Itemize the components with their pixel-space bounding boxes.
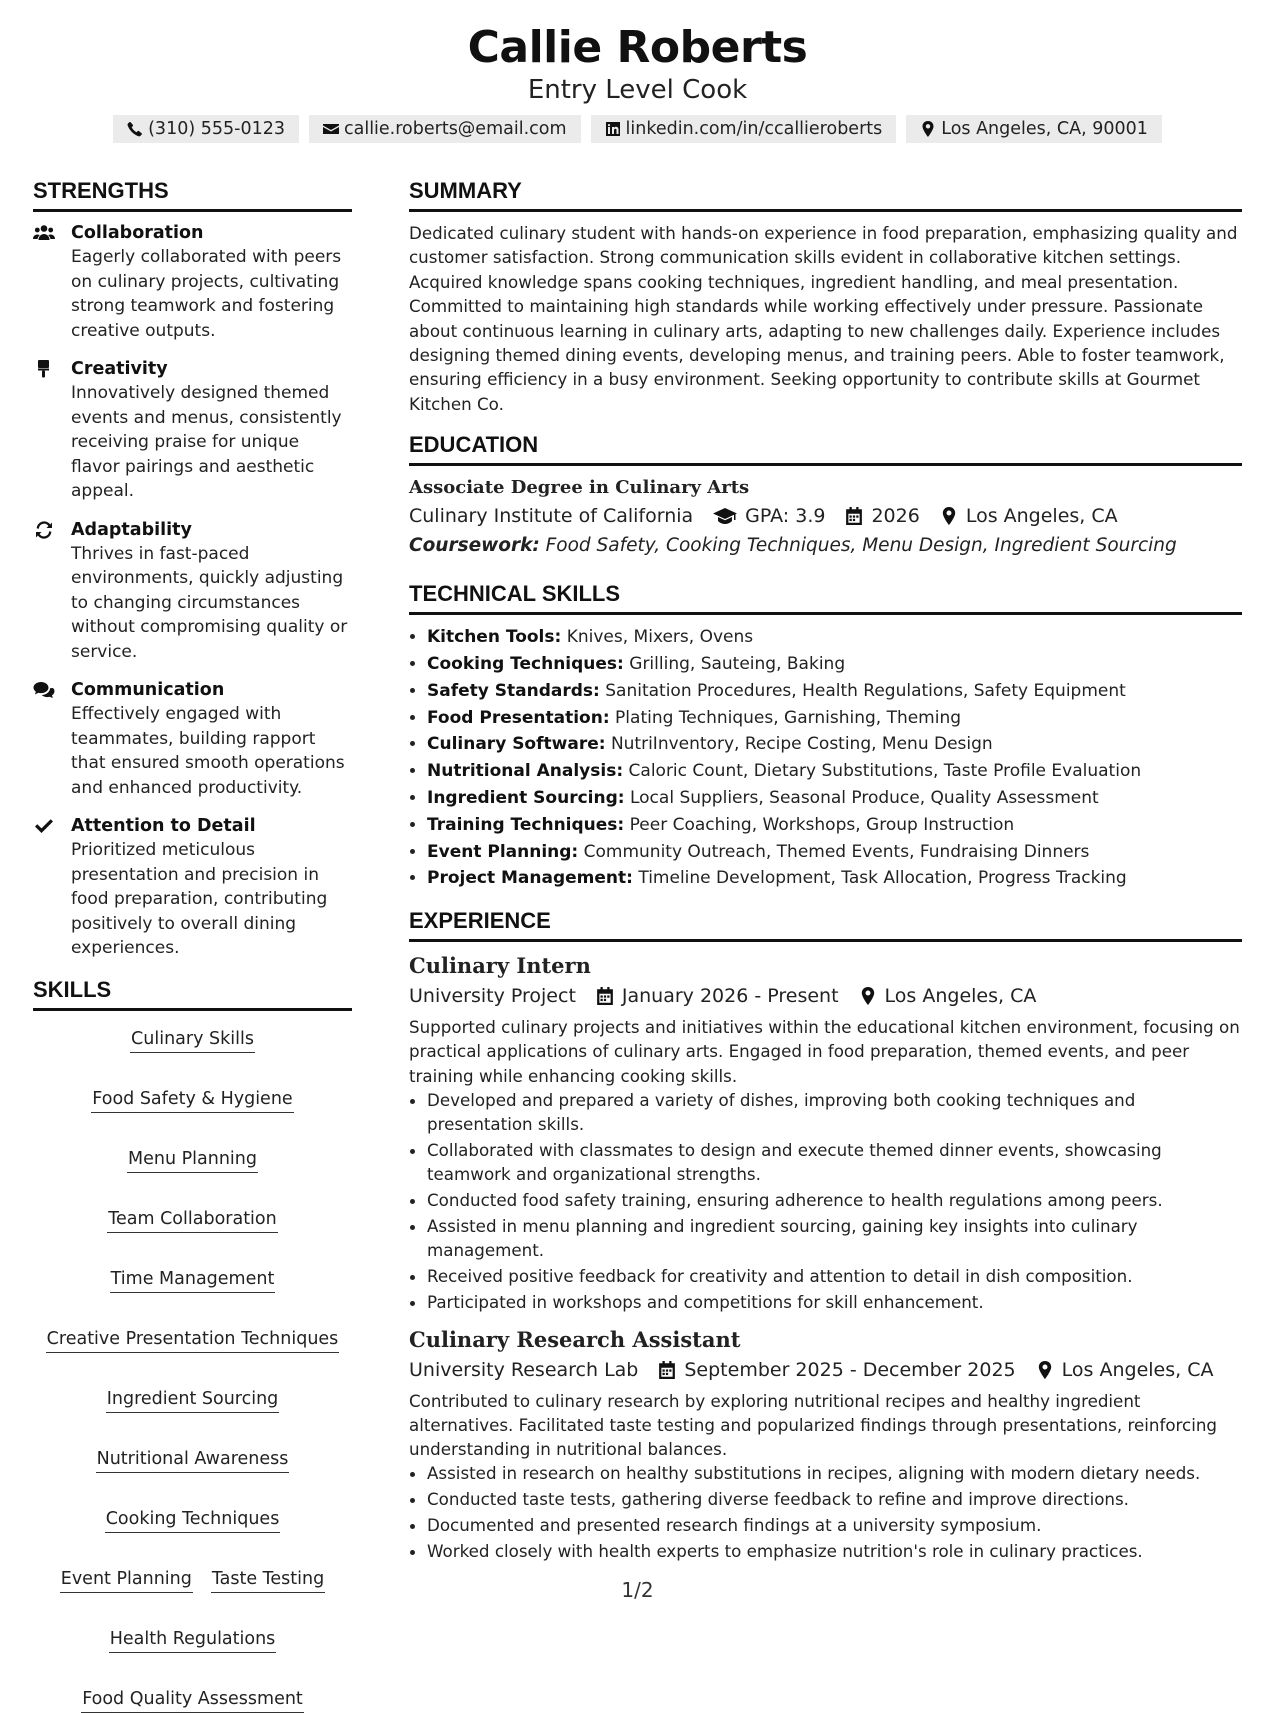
technical-skills-heading: TECHNICAL SKILLS bbox=[409, 579, 1242, 615]
school-name: Culinary Institute of California bbox=[409, 505, 694, 528]
calendar-icon bbox=[845, 507, 863, 525]
experience-heading: EXPERIENCE bbox=[409, 906, 1242, 942]
contact-phone[interactable] bbox=[113, 115, 299, 143]
list-item bbox=[427, 731, 1242, 758]
check-icon bbox=[33, 817, 55, 835]
summary-text: Dedicated culinary student with hands-on experience in food preparation, emphasizing quality and customer satisfaction. Strong communication skills evident in collaborative kitchen settings. Acquired knowledge spans cooking techniques, ingredient handling, and meal presentation. Committed to maintaining high standards while working effectively under pressure. Passionate about continuous learning in culinary arts, adapting to new challenges daily. Experience includes designing themed dining events, developing menus, and training peers. Able to foster teamwork, ensuring efficiency in a busy environment. Seeking opportunity to contribute skills at Gourmet Kitchen Co. bbox=[409, 223, 1238, 414]
list-item: • Documented and presented research findings at a university symposium. bbox=[427, 1513, 1242, 1537]
strength-desc: Innovatively designed themed events and menus, consistently receiving praise for unique flavor pairings and aesthetic appeal. bbox=[71, 383, 342, 501]
summary-heading: SUMMARY bbox=[409, 176, 1242, 212]
location-text: Los Angeles, CA, 90001 bbox=[941, 119, 1148, 139]
contact-email[interactable] bbox=[309, 115, 581, 143]
list-item bbox=[427, 705, 1242, 732]
tech-skill-value: Sanitation Procedures, Health Regulations, Safety Equipment bbox=[605, 680, 1126, 701]
tech-skill-label: Training Techniques: bbox=[427, 814, 625, 835]
linkedin-text: linkedin.com/in/ccallieroberts bbox=[625, 119, 883, 139]
skill-tag: Health Regulations bbox=[109, 1627, 277, 1653]
strength-name: Adaptability bbox=[71, 519, 192, 540]
skills-list bbox=[33, 1027, 352, 1713]
strength-name: Creativity bbox=[71, 359, 168, 379]
contact-bar bbox=[0, 115, 1275, 143]
tech-skill-value: Grilling, Sauteing, Baking bbox=[629, 654, 846, 675]
coursework-label: Coursework: bbox=[409, 535, 540, 557]
list-item bbox=[427, 839, 1242, 866]
map-pin-icon bbox=[1036, 1361, 1054, 1379]
education-heading: EDUCATION bbox=[409, 430, 1242, 466]
job-description: Supported culinary projects and initiatives within the educational kitchen environment, focusing on practical applications of culinary arts. Engaged in food preparation, themed events, and peer training while enhancing cooking skills. bbox=[409, 1017, 1240, 1086]
skill-tag: Ingredient Sourcing bbox=[106, 1387, 280, 1413]
list-item: • Worked closely with health experts to emphasize nutrition's role in culinary practices. bbox=[427, 1539, 1242, 1563]
tech-skill-value: Community Outreach, Themed Events, Fundraising Dinners bbox=[583, 841, 1090, 862]
sync-icon bbox=[33, 521, 55, 539]
candidate-title: Entry Level Cook bbox=[527, 75, 748, 105]
job-dates: September 2025 - December 2025 bbox=[684, 1358, 1016, 1381]
strength-item bbox=[33, 814, 352, 961]
map-pin-icon bbox=[940, 507, 958, 525]
tech-skill-label: Cooking Techniques: bbox=[427, 654, 624, 675]
tech-skill-value: Peer Coaching, Workshops, Group Instruction bbox=[629, 814, 1015, 835]
job-org: University Project bbox=[409, 985, 576, 1008]
job-bullets bbox=[409, 1088, 1242, 1315]
phone-icon bbox=[127, 121, 143, 137]
tech-skill-value: Timeline Development, Task Allocation, Progress Tracking bbox=[638, 868, 1127, 889]
strength-name: Attention to Detail bbox=[71, 816, 256, 836]
job-dates: January 2026 - Present bbox=[621, 985, 839, 1008]
tech-skill-label: Safety Standards: bbox=[427, 680, 600, 701]
tech-skill-value: Plating Techniques, Garnishing, Theming bbox=[615, 707, 962, 728]
list-item bbox=[427, 865, 1242, 892]
resume-header bbox=[0, 0, 1275, 143]
paintbrush-icon bbox=[33, 360, 55, 378]
tech-skill-value: NutriInventory, Recipe Costing, Menu Design bbox=[610, 734, 993, 755]
skill-tag: Event Planning bbox=[60, 1567, 193, 1593]
tech-skill-label: Kitchen Tools: bbox=[427, 627, 562, 648]
map-pin-icon bbox=[920, 121, 936, 137]
list-item bbox=[427, 678, 1242, 705]
strengths-heading: STRENGTHS bbox=[33, 176, 352, 212]
gpa-text: GPA: 3.9 bbox=[745, 505, 826, 528]
experience-entry bbox=[409, 1325, 1242, 1564]
strengths-list bbox=[33, 221, 352, 961]
tech-skill-label: Food Presentation: bbox=[427, 707, 610, 728]
list-item bbox=[427, 758, 1242, 785]
email-text: callie.roberts@email.com bbox=[343, 119, 567, 139]
tech-skill-label: Project Management: bbox=[427, 868, 633, 889]
list-item: • Collaborated with classmates to design and execute themed dinner events, showcasing teamwork and organizational strengths. bbox=[427, 1138, 1242, 1186]
tech-skill-value: Local Suppliers, Seasonal Produce, Quality Assessment bbox=[629, 788, 1099, 809]
comments-icon bbox=[33, 681, 55, 699]
skill-tag: Creative Presentation Techniques bbox=[46, 1327, 340, 1353]
calendar-icon bbox=[658, 1361, 676, 1379]
strength-item bbox=[33, 221, 352, 343]
graduation-cap-icon bbox=[713, 507, 737, 525]
technical-skills-list bbox=[409, 624, 1242, 892]
list-item bbox=[427, 785, 1242, 812]
tech-skill-value: Caloric Count, Dietary Substitutions, Taste Profile Evaluation bbox=[628, 761, 1142, 782]
phone-text: (310) 555-0123 bbox=[148, 119, 285, 139]
calendar-icon bbox=[596, 987, 614, 1005]
list-item bbox=[427, 624, 1242, 651]
job-title: Culinary Research Assistant bbox=[409, 1326, 741, 1352]
skill-tag: Menu Planning bbox=[127, 1147, 258, 1173]
skill-tag: Culinary Skills bbox=[130, 1027, 255, 1053]
strength-name: Collaboration bbox=[71, 223, 204, 243]
skill-tag: Cooking Techniques bbox=[105, 1507, 281, 1533]
list-item bbox=[427, 651, 1242, 678]
strength-item bbox=[33, 357, 352, 504]
list-item: • Developed and prepared a variety of dishes, improving both cooking techniques and presentation skills. bbox=[427, 1088, 1242, 1136]
job-description: Contributed to culinary research by exploring nutritional recipes and healthy ingredient alternatives. Facilitated taste testing and popularized findings through presentations, reinforcing understanding in nutritional balances. bbox=[409, 1390, 1218, 1460]
coursework-list: Food Safety, Cooking Techniques, Menu Design, Ingredient Sourcing bbox=[545, 535, 1177, 557]
tech-skill-label: Ingredient Sourcing: bbox=[427, 788, 625, 809]
job-location: Los Angeles, CA bbox=[884, 985, 1037, 1008]
strength-desc: Eagerly collaborated with peers on culinary projects, cultivating strong teamwork and fostering creative outputs. bbox=[71, 247, 342, 341]
list-item: • Assisted in menu planning and ingredient sourcing, gaining key insights into culinary management. bbox=[427, 1214, 1242, 1262]
candidate-name: Callie Roberts bbox=[467, 22, 808, 73]
tech-skill-label: Nutritional Analysis: bbox=[427, 761, 624, 782]
users-icon bbox=[33, 224, 55, 242]
map-pin-icon bbox=[859, 987, 877, 1005]
degree-title: Associate Degree in Culinary Arts bbox=[409, 477, 750, 499]
strength-item bbox=[33, 518, 352, 665]
strength-desc: Effectively engaged with teammates, building rapport that ensured smooth operations and enhanced productivity. bbox=[71, 704, 345, 798]
skill-tag: Food Quality Assessment bbox=[81, 1687, 304, 1713]
job-bullets bbox=[409, 1461, 1242, 1563]
strength-name: Communication bbox=[71, 680, 225, 700]
tech-skill-label: Event Planning: bbox=[427, 841, 579, 862]
job-meta bbox=[409, 981, 1242, 1011]
list-item: • Conducted taste tests, gathering diverse feedback to refine and improve directions. bbox=[427, 1487, 1242, 1511]
page-number: 1/2 bbox=[621, 1578, 654, 1602]
list-item: • Assisted in research on healthy substitutions in recipes, aligning with modern dietary needs. bbox=[427, 1461, 1242, 1485]
skills-heading: SKILLS bbox=[33, 975, 352, 1011]
education-meta bbox=[409, 501, 1242, 531]
strength-item bbox=[33, 678, 352, 800]
experience-entry bbox=[409, 951, 1242, 1314]
job-meta bbox=[409, 1355, 1242, 1385]
skill-tag: Food Safety & Hygiene bbox=[91, 1087, 293, 1113]
graduation-year: 2026 bbox=[871, 505, 920, 528]
education-location: Los Angeles, CA bbox=[965, 505, 1118, 528]
strength-desc: Thrives in fast-paced environments, quickly adjusting to changing circumstances without compromising quality or service. bbox=[71, 543, 348, 662]
list-item bbox=[427, 812, 1242, 839]
linkedin-icon bbox=[605, 121, 621, 137]
envelope-icon bbox=[323, 121, 339, 137]
strength-desc: Prioritized meticulous presentation and precision in food preparation, contributing positively to overall dining experiences. bbox=[71, 840, 328, 958]
tech-skill-value: Knives, Mixers, Ovens bbox=[566, 627, 754, 648]
skill-tag: Taste Testing bbox=[211, 1567, 325, 1593]
tech-skill-label: Culinary Software: bbox=[427, 734, 606, 755]
right-column bbox=[409, 176, 1242, 1573]
list-item: • Participated in workshops and competitions for skill enhancement. bbox=[427, 1290, 1242, 1314]
contact-linkedin[interactable] bbox=[591, 115, 897, 143]
skill-tag: Team Collaboration bbox=[107, 1207, 277, 1233]
list-item: • Conducted food safety training, ensuring adherence to health regulations among peers. bbox=[427, 1188, 1242, 1212]
coursework bbox=[409, 531, 1242, 561]
job-title: Culinary Intern bbox=[409, 953, 591, 979]
skill-tag: Nutritional Awareness bbox=[96, 1447, 290, 1473]
contact-location bbox=[906, 115, 1162, 143]
job-location: Los Angeles, CA bbox=[1061, 1358, 1214, 1381]
left-column bbox=[33, 176, 352, 1713]
skill-tag: Time Management bbox=[110, 1267, 276, 1293]
job-org: University Research Lab bbox=[409, 1358, 639, 1381]
list-item: • Received positive feedback for creativity and attention to detail in dish composition. bbox=[427, 1264, 1242, 1288]
